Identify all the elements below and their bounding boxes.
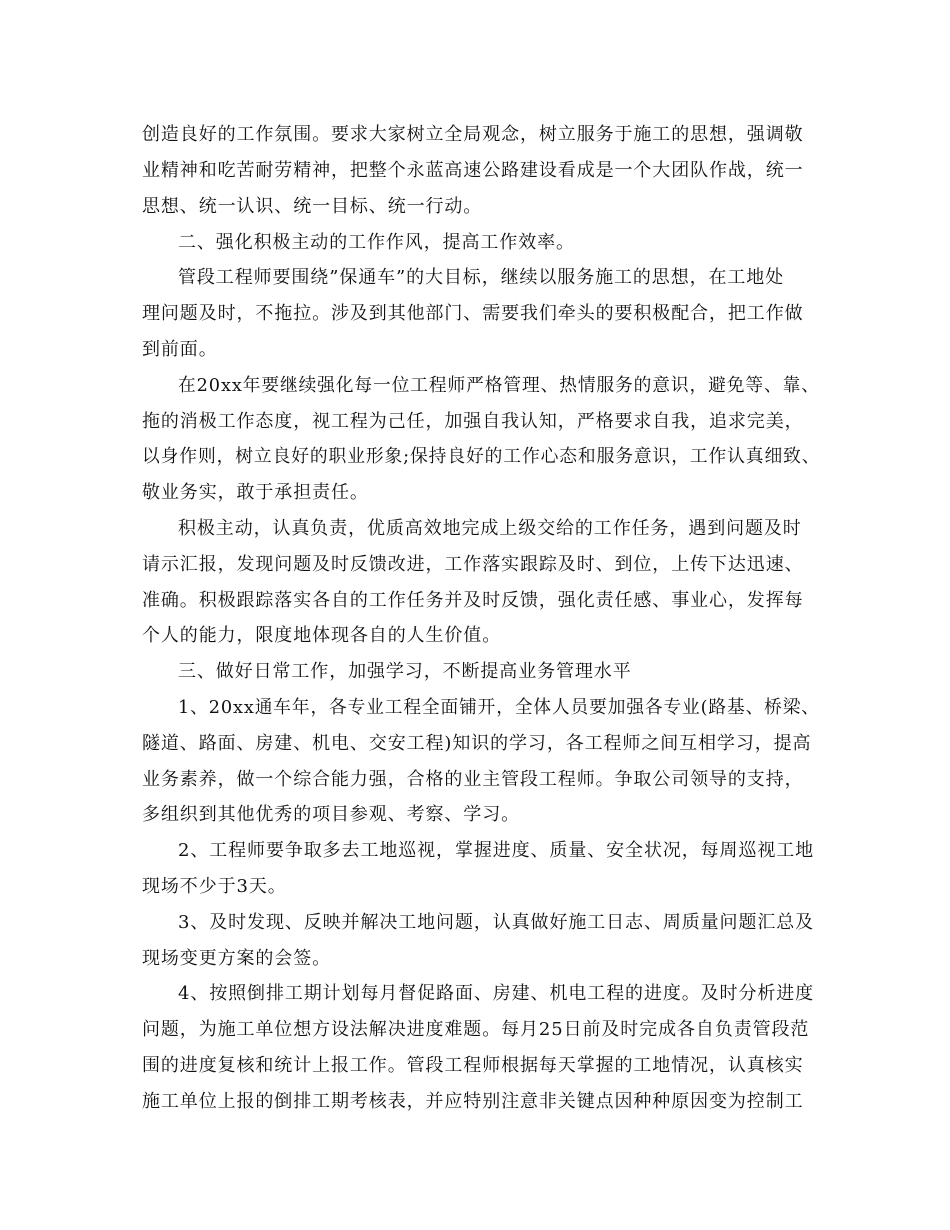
paragraph-line: 现场不少于3天。 xyxy=(142,876,287,897)
paragraph-line: 积极主动，认真负责，优质高效地完成上级交给的工作任务，遇到问题及时 xyxy=(178,518,802,539)
paragraph-line: 创造良好的工作氛围。要求大家树立全局观念，树立服务于施工的思想，强调敬 xyxy=(142,124,804,145)
paragraph-line: 问题，为施工单位想方设法解决进度难题。每月25日前及时完成各自负责管段范 xyxy=(142,1019,810,1040)
paragraph-line: 思想、统一认识、统一目标、统一行动。 xyxy=(142,196,483,217)
section-heading: 三、做好日常工作，加强学习，不断提高业务管理水平 xyxy=(178,661,632,682)
paragraph-line: 管段工程师要围绕”保通车”的大目标，继续以服务施工的思想，在工地处 xyxy=(178,267,785,288)
paragraph-line: 3、及时发现、反映并解决工地问题，认真做好施工日志、周质量问题汇总及 xyxy=(178,912,815,933)
paragraph-line: 准确。积极跟踪落实各自的工作任务并及时反馈，强化责任感、事业心，发挥每 xyxy=(142,590,804,611)
paragraph-line: 2、工程师要争取多去工地巡视，掌握进度、质量、安全状况，每周巡视工地 xyxy=(178,840,815,861)
paragraph-line: 到前面。 xyxy=(142,339,218,360)
section-heading: 二、强化积极主动的工作作风，提高工作效率。 xyxy=(178,232,575,253)
paragraph-line: 敬业务实，敢于承担责任。 xyxy=(142,482,369,503)
paragraph-line: 现场变更方案的会签。 xyxy=(142,948,331,969)
paragraph-line: 施工单位上报的倒排工期考核表，并应特别注意非关键点因种种原因变为控制工 xyxy=(142,1091,804,1112)
paragraph-line: 个人的能力，限度地体现各自的人生价值。 xyxy=(142,625,502,646)
paragraph-line: 以身作则，树立良好的职业形象;保持良好的工作心态和服务意识，工作认真细致、 xyxy=(142,446,821,467)
paragraph-line: 隧道、路面、房建、机电、交安工程)知识的学习，各工程师之间互相学习，提高 xyxy=(142,733,812,754)
paragraph-line: 多组织到其他优秀的项目参观、考察、学习。 xyxy=(142,804,520,825)
paragraph-line: 4、按照倒排工期计划每月督促路面、房建、机电工程的进度。及时分析进度 xyxy=(178,983,815,1004)
paragraph-line: 请示汇报，发现问题及时反馈改进，工作落实跟踪及时、到位，上传下达迅速、 xyxy=(142,554,804,575)
paragraph-line: 在20xx年要继续强化每一位工程师严格管理、热情服务的意识，避免等、靠、 xyxy=(178,375,820,396)
paragraph-line: 围的进度复核和统计上报工作。管段工程师根据每天掌握的工地情况，认真核实 xyxy=(142,1055,804,1076)
paragraph-line: 拖的消极工作态度，视工程为己任，加强自我认知，严格要求自我，追求完美， xyxy=(142,411,804,432)
paragraph-line: 1、20xx通车年，各专业工程全面铺开，全体人员要加强各专业(路基、桥梁、 xyxy=(178,697,820,718)
paragraph-line: 业务素养，做一个综合能力强，合格的业主管段工程师。争取公司领导的支持， xyxy=(142,769,804,790)
paragraph-line: 业精神和吃苦耐劳精神，把整个永蓝高速公路建设看成是一个大团队作战，统一 xyxy=(142,160,804,181)
paragraph-line: 理问题及时，不拖拉。涉及到其他部门、需要我们牵头的要积极配合，把工作做 xyxy=(142,303,804,324)
